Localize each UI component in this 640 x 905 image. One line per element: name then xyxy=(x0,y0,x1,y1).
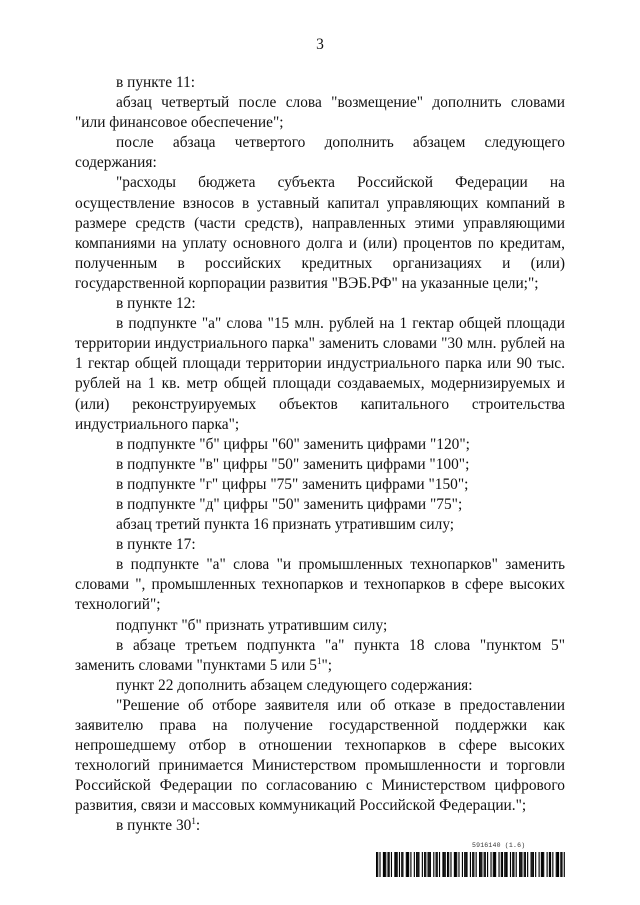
paragraph-text: в подпункте "в" цифры "50" заменить цифрами "100"; xyxy=(116,455,470,473)
barcode-bar xyxy=(502,852,503,877)
barcode-bar xyxy=(512,852,513,877)
paragraph-tail: : xyxy=(195,817,201,835)
barcode-bar xyxy=(520,852,521,877)
barcode-bar xyxy=(479,852,480,877)
barcode-bar xyxy=(416,852,417,877)
barcode-bar xyxy=(531,852,532,877)
barcode-bar xyxy=(408,852,409,877)
barcode-bar xyxy=(414,852,415,877)
paragraph-text: после абзаца четвертого дополнить абзацем следующего содержания: xyxy=(75,134,565,172)
barcode-bar xyxy=(418,852,419,877)
paragraph xyxy=(75,616,565,636)
barcode-bar xyxy=(455,852,456,877)
barcode-bar xyxy=(383,852,384,877)
paragraph-text: подпункт "б" признать утратившим силу; xyxy=(116,616,388,634)
barcode-bar xyxy=(541,852,542,877)
barcode-bar xyxy=(552,852,553,877)
barcode-bar xyxy=(487,852,488,877)
paragraph xyxy=(75,314,565,435)
barcode-bar xyxy=(561,852,562,877)
barcode-bar xyxy=(462,852,463,877)
barcode-bar xyxy=(470,852,471,877)
barcode-bar xyxy=(437,852,438,877)
barcode-bar xyxy=(387,852,388,877)
barcode-bar xyxy=(490,852,491,877)
barcode-bar xyxy=(430,852,431,877)
barcode-bar xyxy=(556,852,557,877)
barcode-bar xyxy=(473,852,474,877)
barcode-bar xyxy=(397,852,398,877)
barcode-bar xyxy=(495,852,496,877)
superscript: 1 xyxy=(191,816,196,827)
barcode-bar xyxy=(433,852,434,877)
barcode-bar xyxy=(533,852,534,877)
barcode-bar xyxy=(465,852,466,877)
barcode-bar xyxy=(428,852,429,877)
barcode-bar xyxy=(524,852,525,877)
barcode-bar xyxy=(560,852,561,877)
barcode-bar xyxy=(527,852,528,877)
barcode-bar xyxy=(547,852,548,877)
paragraph xyxy=(75,294,565,314)
barcode-bar xyxy=(391,852,392,877)
paragraph-text: абзац четвертый после слова "возмещение" дополнить словами "или финансовое обеспечение"; xyxy=(75,94,565,132)
barcode-bar xyxy=(422,852,423,877)
barcode-bar xyxy=(389,852,390,877)
barcode-bar xyxy=(485,852,486,877)
barcode-bar xyxy=(504,852,505,877)
barcode-bar xyxy=(466,852,467,877)
barcode-bar xyxy=(394,852,395,877)
barcode-bar xyxy=(379,852,380,877)
barcode-bar xyxy=(549,852,550,877)
paragraph-text: в абзаце третьем подпункта "а" пункта 18 слова "пунктом 5" заменить словами "пунктами 5 или 5 xyxy=(75,636,565,674)
superscript: 1 xyxy=(317,655,322,666)
paragraph xyxy=(75,515,565,535)
barcode-bar xyxy=(516,852,517,877)
paragraph xyxy=(75,133,565,173)
paragraph xyxy=(75,173,565,294)
barcode-bar xyxy=(407,852,408,877)
barcode-bar xyxy=(417,852,418,877)
barcode-bar xyxy=(494,852,495,877)
barcode-bar xyxy=(456,852,457,877)
paragraph-text: в подпункте "а" слова "и промышленных технопарков" заменить словами ", промышленных технопарков и технопарков в сфере высоких технологий"; xyxy=(75,556,565,614)
paragraph xyxy=(75,696,565,817)
barcode-bar xyxy=(450,852,451,877)
paragraph-text: в подпункте "а" слова "15 млн. рублей на 1 гектар общей площади территории индустриального парка" заменить словами "30 млн. рублей на 1 гектар общей площади территории индустриального парка или 90 тыс. рублей на 1 кв. метр общей площади создаваемых, модернизируемых и (или) реконструируемых объектов капитального строительства индустриального парка"; xyxy=(75,315,565,433)
barcode-bar xyxy=(564,852,565,877)
barcode-bar xyxy=(406,852,407,877)
barcode-bar xyxy=(476,852,477,877)
barcode-bar xyxy=(493,852,494,877)
barcode-bar xyxy=(402,852,403,877)
barcode-bar xyxy=(506,852,507,877)
barcode-bar xyxy=(401,852,402,877)
barcode-bar xyxy=(424,852,425,877)
barcode-bar xyxy=(543,852,544,877)
barcode-bar xyxy=(442,852,443,877)
paragraph-text: в пункте 17: xyxy=(116,536,196,554)
document-body xyxy=(75,73,565,837)
paragraph xyxy=(75,816,565,836)
barcode-bar xyxy=(539,852,540,877)
barcode-bar xyxy=(410,852,411,877)
barcode-bar xyxy=(464,852,465,877)
barcode-bar xyxy=(535,852,536,877)
paragraph-text: "расходы бюджета субъекта Российской Федерации на осуществление взносов в уставный капитал управляющих компаний в размере средств (части средств), направленных этими управляющими компаниями на уплату основного долга и (или) процентов по кредитам, полученным в российских кредитных организациях и (или) государственной корпорации развития "ВЭБ.РФ" на указанные цели;"; xyxy=(75,174,565,292)
paragraph-text: в подпункте "д" цифры "50" заменить цифрами "75"; xyxy=(116,495,463,513)
barcode-bar xyxy=(510,852,511,877)
barcode-bar xyxy=(458,852,459,877)
paragraph xyxy=(75,455,565,475)
barcode-bar xyxy=(557,852,558,877)
barcode-bar xyxy=(558,852,559,877)
paragraph-text: "Решение об отборе заявителя или об отказе в предоставлении заявителю права на получение государственной поддержки как непрошедшему отбор в отношении технопарков в сфере высоких технологий принимается Министерством промышленности и торговли Российской Федерации по согласованию с Министерством цифрового развития, связи и массовых коммуникаций Российской Федерации."; xyxy=(75,696,565,815)
barcode-bar xyxy=(521,852,522,877)
paragraph xyxy=(75,93,565,133)
paragraph-text: в пункте 30 xyxy=(116,817,192,835)
barcode-bar xyxy=(448,852,449,877)
paragraph-text: пункт 22 дополнить абзацем следующего содержания: xyxy=(116,676,473,694)
barcode-bar xyxy=(425,852,426,877)
barcode-id: 5916140 (1.6) xyxy=(472,842,526,849)
paragraph-text: абзац третий пункта 16 признать утратившим силу; xyxy=(116,516,455,534)
barcode-bar xyxy=(542,852,543,877)
barcode-bar xyxy=(444,852,445,877)
barcode-bar xyxy=(429,852,430,877)
barcode-bar xyxy=(513,852,514,877)
paragraph xyxy=(75,73,565,93)
paragraph-text: в пункте 11: xyxy=(116,74,196,91)
barcode-bar xyxy=(525,852,526,877)
paragraph-text: в пункте 12: xyxy=(116,295,196,313)
paragraph xyxy=(75,495,565,515)
barcode-bar xyxy=(384,852,385,877)
paragraph xyxy=(75,555,565,615)
page-number: 3 xyxy=(316,36,324,53)
barcode-bar xyxy=(376,852,377,877)
barcode-bar xyxy=(447,852,448,877)
barcode-bar xyxy=(550,852,551,877)
paragraph xyxy=(75,535,565,555)
barcode-bar xyxy=(481,852,482,877)
paragraph xyxy=(75,676,565,696)
paragraph xyxy=(75,636,565,676)
barcode-bar xyxy=(395,852,396,877)
barcode-bar xyxy=(532,852,533,877)
barcode-bar xyxy=(377,852,378,877)
barcode-bar xyxy=(480,852,481,877)
barcode-bar xyxy=(439,852,440,877)
barcode-bar xyxy=(501,852,502,877)
paragraph-text: в подпункте "б" цифры "60" заменить цифрами "120"; xyxy=(116,435,470,453)
paragraph-tail: "; xyxy=(321,656,333,674)
paragraph xyxy=(75,435,565,455)
barcode-bar xyxy=(519,852,520,877)
barcode-bar xyxy=(472,852,473,877)
barcode-bar xyxy=(505,852,506,877)
barcode-bar xyxy=(436,852,437,877)
paragraph xyxy=(75,475,565,495)
barcode xyxy=(376,852,566,877)
barcode-bar xyxy=(445,852,446,877)
barcode-bar xyxy=(385,852,386,877)
barcode-bar xyxy=(399,852,400,877)
barcode-bar xyxy=(498,852,499,877)
paragraph-text: в подпункте "г" цифры "75" заменить цифрами "150"; xyxy=(116,475,469,493)
barcode-bar xyxy=(484,852,485,877)
barcode-bar xyxy=(454,852,455,877)
